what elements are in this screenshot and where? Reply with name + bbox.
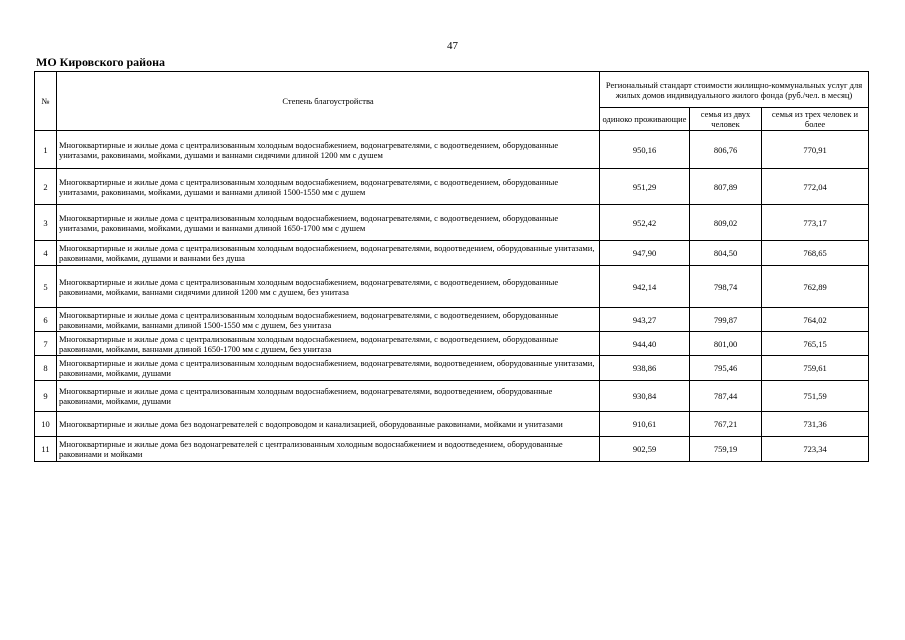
table-row — [35, 266, 869, 308]
table-row — [35, 205, 869, 241]
header-row — [35, 72, 869, 108]
row-number: 4 — [35, 241, 57, 266]
value-single: 952,42 — [600, 205, 690, 241]
value-three: 765,15 — [762, 332, 869, 356]
value-two: 806,76 — [690, 131, 762, 169]
row-description: Многоквартирные и жилые дома с централизованным холодным водоснабжением, водонагревателями, с водоотведением, оборудованные раковинами, мойками, ваннами сидячими длиной 1200 мм с душем, без унитаза — [57, 266, 600, 308]
table-row — [35, 412, 869, 437]
page-number: 47 — [447, 40, 458, 52]
row-description: Многоквартирные и жилые дома с централизованным холодным водоснабжением, водонагревателями, водоотведением, оборудованные унитазами, раковинами, мойками, душами — [57, 356, 600, 381]
value-three: 770,91 — [762, 131, 869, 169]
row-description: Многоквартирные и жилые дома с централизованным холодным водоснабжением, водонагревателями, с водоотведением, оборудованные унитазами, раковинами, мойками, душами и ваннами длиной 1650-1700 мм с душем — [57, 205, 600, 241]
header-level: Степень благоустройства — [57, 72, 600, 131]
row-description: Многоквартирные и жилые дома с централизованным холодным водоснабжением, водонагревателями, с водоотведением, оборудованные раковинами, мойками, ваннами длиной 1500-1550 мм с душем, без унитаза — [57, 308, 600, 332]
row-description: Многоквартирные и жилые дома без водонагревателей с централизованным холодным водоснабжением и водоотведением, оборудованные раковинами и мойками — [57, 437, 600, 462]
row-description: Многоквартирные и жилые дома с централизованным холодным водоснабжением, водонагревателями, с водоотведением, оборудованные унитазами, раковинами, мойками, душами и ваннами сидячими длиной 1200 мм с душем — [57, 131, 600, 169]
value-two: 807,89 — [690, 169, 762, 205]
row-number: 2 — [35, 169, 57, 205]
table-row — [35, 437, 869, 462]
header-number: № — [35, 72, 57, 131]
value-two: 799,87 — [690, 308, 762, 332]
subheader-single: одиноко проживающие — [600, 108, 690, 131]
row-description: Многоквартирные и жилые дома с централизованным холодным водоснабжением, водонагревателями, водоотведением, оборудованные унитазами, раковинами, мойками, душами и ваннами без душа — [57, 241, 600, 266]
value-three: 759,61 — [762, 356, 869, 381]
row-number: 1 — [35, 131, 57, 169]
subheader-three: семья из трех человек и более — [762, 108, 869, 131]
value-three: 764,02 — [762, 308, 869, 332]
table-row — [35, 131, 869, 169]
subheader-two: семья из двух человек — [690, 108, 762, 131]
row-description: Многоквартирные и жилые дома с централизованным холодным водоснабжением, водонагревателями, с водоотведением, оборудованные унитазами, раковинами, мойками, душами и ваннами длиной 1500-1550 мм с душем — [57, 169, 600, 205]
row-number: 5 — [35, 266, 57, 308]
value-three: 773,17 — [762, 205, 869, 241]
table-row — [35, 308, 869, 332]
value-two: 767,21 — [690, 412, 762, 437]
value-single: 943,27 — [600, 308, 690, 332]
row-number: 10 — [35, 412, 57, 437]
value-single: 944,40 — [600, 332, 690, 356]
region-title: МО Кировского района — [36, 55, 166, 69]
row-number: 6 — [35, 308, 57, 332]
tariff-table — [34, 71, 869, 462]
value-single: 938,86 — [600, 356, 690, 381]
table-row — [35, 332, 869, 356]
row-number: 9 — [35, 381, 57, 412]
value-single: 902,59 — [600, 437, 690, 462]
row-number: 7 — [35, 332, 57, 356]
table-row — [35, 381, 869, 412]
value-three: 772,04 — [762, 169, 869, 205]
value-single: 930,84 — [600, 381, 690, 412]
row-number: 3 — [35, 205, 57, 241]
value-single: 947,90 — [600, 241, 690, 266]
table-row — [35, 356, 869, 381]
row-description: Многоквартирные и жилые дома без водонагревателей с водопроводом и канализацией, оборудованные раковинами, мойками и унитазами — [57, 412, 600, 437]
value-three: 762,89 — [762, 266, 869, 308]
value-three: 723,34 — [762, 437, 869, 462]
row-number: 11 — [35, 437, 57, 462]
value-two: 804,50 — [690, 241, 762, 266]
value-two: 787,44 — [690, 381, 762, 412]
value-three: 768,65 — [762, 241, 869, 266]
value-three: 751,59 — [762, 381, 869, 412]
row-description: Многоквартирные и жилые дома с централизованным холодным водоснабжением, водонагревателями, водоотведением, оборудованные раковинами, мойками, душами — [57, 381, 600, 412]
value-single: 950,16 — [600, 131, 690, 169]
value-two: 801,00 — [690, 332, 762, 356]
value-single: 910,61 — [600, 412, 690, 437]
value-two: 759,19 — [690, 437, 762, 462]
table-row — [35, 169, 869, 205]
row-number: 8 — [35, 356, 57, 381]
table-row — [35, 241, 869, 266]
value-single: 942,14 — [600, 266, 690, 308]
value-two: 795,46 — [690, 356, 762, 381]
row-description: Многоквартирные и жилые дома с централизованным холодным водоснабжением, водонагревателями, с водоотведением, оборудованные раковинами, мойками, ваннами длиной 1650-1700 мм с душем, без унитаза — [57, 332, 600, 356]
header-standard: Региональный стандарт стоимости жилищно-коммунальных услуг для жилых домов индивидуального жилого фонда (руб./чел. в месяц) — [600, 72, 869, 108]
value-single: 951,29 — [600, 169, 690, 205]
value-two: 798,74 — [690, 266, 762, 308]
value-three: 731,36 — [762, 412, 869, 437]
value-two: 809,02 — [690, 205, 762, 241]
